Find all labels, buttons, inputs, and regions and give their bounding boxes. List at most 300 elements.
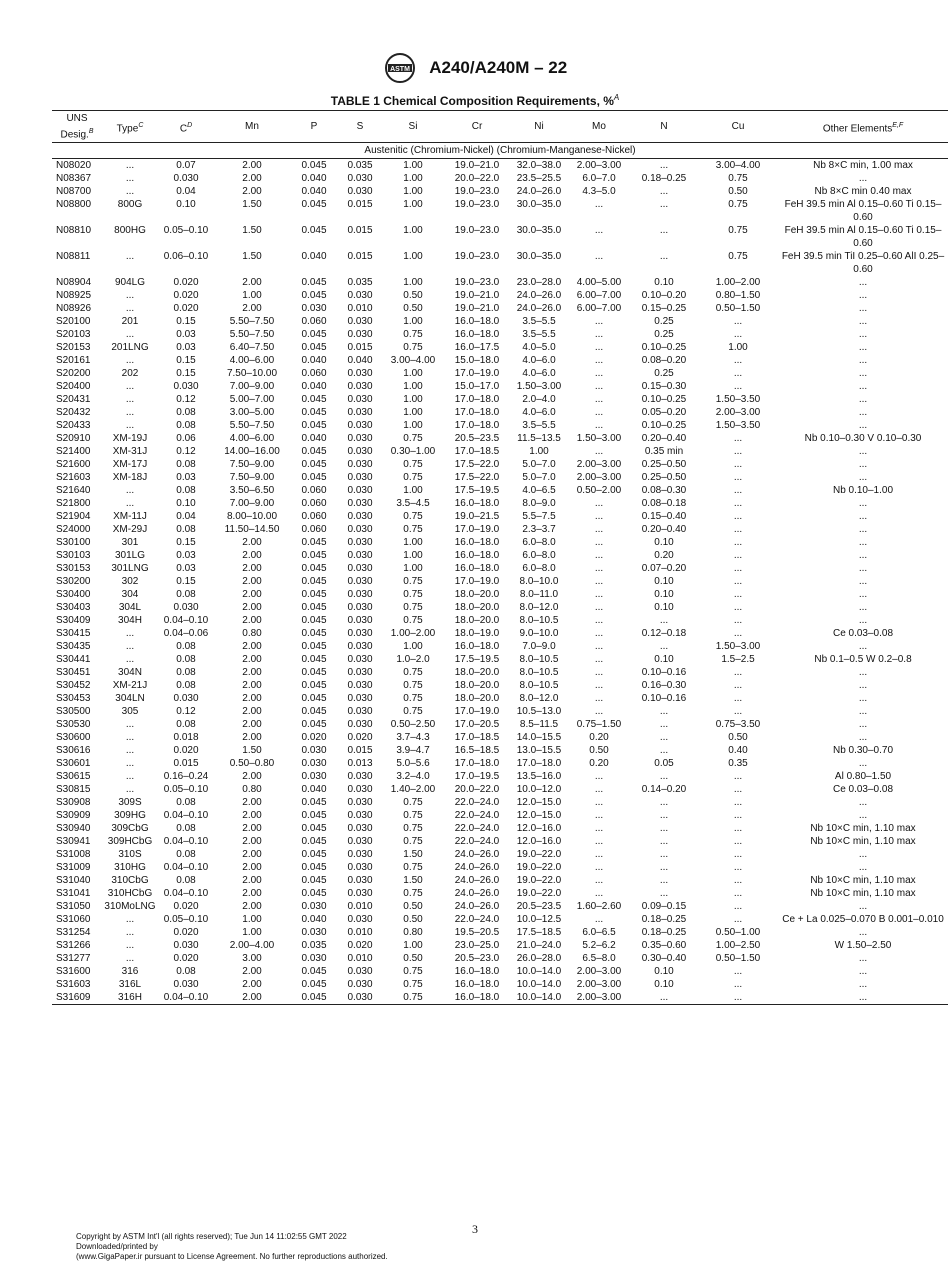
table-cell: 4.00–6.00 (229, 355, 275, 367)
table-cell: ... (733, 862, 743, 874)
table-cell: Al 0.80–1.50 (834, 771, 892, 783)
table-cell: 0.045 (301, 615, 327, 627)
table-cell: 8.0–10.0 (519, 576, 559, 588)
table-cell: 0.80 (403, 927, 423, 939)
table-cell: 30.0–35.0 (516, 199, 562, 211)
table-cell: 0.035 (347, 277, 373, 289)
table-cell: 10.0–12.5 (516, 914, 562, 926)
table-cell: ... (858, 329, 868, 341)
table-cell: 0.040 (301, 251, 327, 263)
table-cell: 16.5–18.5 (454, 745, 500, 757)
table-header-row (52, 111, 948, 143)
table-cell: 0.060 (301, 316, 327, 328)
table-cell: 0.030 (347, 472, 373, 484)
table-cell: ... (125, 160, 135, 172)
table-cell: S21800 (56, 498, 91, 510)
table-cell: 0.08 (176, 420, 196, 432)
table-cell: 2.00 (242, 680, 262, 692)
table-cell: 14.00–16.00 (224, 446, 280, 458)
table-cell: 17.0–19.0 (454, 368, 500, 380)
table-cell: 0.20–0.40 (641, 524, 687, 536)
table-cell: S30530 (56, 719, 91, 731)
table-cell: 0.030 (173, 602, 199, 614)
table-cell: XM-31J (112, 446, 148, 458)
table-cell: 2.00 (242, 901, 262, 913)
table-cell: 0.045 (301, 641, 327, 653)
table-cell: 6.0–7.0 (582, 173, 616, 185)
table-cell: 1.00 (403, 537, 423, 549)
table-cell: 310CbG (111, 875, 149, 887)
table-cell: ... (659, 745, 669, 757)
table-cell: N08904 (56, 277, 92, 289)
table-cell: 0.75 (403, 433, 423, 445)
table-cell: 3.5–5.5 (522, 420, 556, 432)
table-cell: 0.75 (403, 602, 423, 614)
table-cell: 0.50 (403, 914, 423, 926)
table-cell: ... (733, 875, 743, 887)
table-cell: 0.10 (654, 537, 674, 549)
table-cell: ... (733, 498, 743, 510)
table-cell: 1.00 (403, 550, 423, 562)
table-cell: 0.50–0.80 (229, 758, 275, 770)
table-cell: 0.35–0.60 (641, 940, 687, 952)
table-cell: ... (858, 173, 868, 185)
table-row (52, 575, 948, 588)
table-cell: 0.75 (382, 991, 444, 1005)
table-cell: ... (733, 537, 743, 549)
table-cell: ... (733, 914, 743, 926)
table-cell: 16.0–18.0 (454, 641, 500, 653)
table-cell: 0.045 (301, 589, 327, 601)
table-cell: 0.10 (176, 199, 196, 211)
table-cell: 0.15–0.25 (641, 303, 687, 315)
table-cell: S30451 (56, 667, 91, 679)
table-cell: 0.020 (173, 290, 199, 302)
table-cell: 16.0–18.0 (454, 979, 500, 991)
column-header: Type$^C$ (102, 111, 158, 143)
table-cell: 0.030 (301, 303, 327, 315)
table-cell: Nb 0.10–0.30 V 0.10–0.30 (804, 433, 922, 445)
table-cell: 0.08 (176, 797, 196, 809)
table-cell: 0.030 (347, 394, 373, 406)
table-cell: 0.045 (301, 875, 327, 887)
table-cell: 0.030 (347, 966, 373, 978)
table-cell: ... (858, 719, 868, 731)
table-cell: 0.75–3.50 (715, 719, 761, 731)
table-cell: 0.030 (301, 953, 327, 965)
table-cell: 0.040 (301, 381, 327, 393)
table-cell: 1.00 (403, 251, 423, 263)
table-cell: ... (733, 576, 743, 588)
table-cell: 1.00 (403, 160, 423, 172)
column-header: Mn (214, 111, 290, 143)
table-cell: 0.030 (347, 550, 373, 562)
table-cell: Nb 0.30–0.70 (832, 745, 894, 757)
table-row (52, 718, 948, 731)
table-cell: 0.030 (347, 784, 373, 796)
table-cell: ... (733, 836, 743, 848)
table-cell: 0.08 (176, 485, 196, 497)
table-row (52, 549, 948, 562)
table-cell: 0.045 (301, 628, 327, 640)
table-cell: ... (858, 446, 868, 458)
table-cell: 0.045 (301, 667, 327, 679)
table-cell: ... (733, 810, 743, 822)
table-cell: 5.0–7.0 (522, 459, 556, 471)
table-cell: 17.0–18.5 (454, 732, 500, 744)
table-cell: 2.00 (242, 810, 262, 822)
table-cell: ... (733, 680, 743, 692)
table-cell: 0.040 (301, 784, 327, 796)
table-cell: S31600 (56, 966, 91, 978)
table-cell: 18.0–20.0 (454, 667, 500, 679)
table-cell: ... (733, 888, 743, 900)
table-cell: 304H (118, 615, 142, 627)
table-cell: 1.00 (403, 277, 423, 289)
table-cell: ... (858, 589, 868, 601)
table-cell: ... (858, 368, 868, 380)
table-cell: ... (858, 966, 868, 978)
table-cell: S30601 (56, 758, 91, 770)
table-cell: ... (659, 849, 669, 861)
table-cell: ... (125, 355, 135, 367)
table-cell: 0.75 (728, 251, 748, 263)
table-cell: ... (659, 810, 669, 822)
table-cell: 1.00 (403, 394, 423, 406)
table-cell: 0.75 (403, 836, 423, 848)
table-cell: 0.75 (403, 329, 423, 341)
table-cell: 0.50–1.00 (715, 927, 761, 939)
table-cell: 0.020 (347, 940, 373, 952)
table-cell: 24.0–26.0 (516, 186, 562, 198)
table-row (52, 302, 948, 315)
table-cell: 23.5–25.5 (516, 173, 562, 185)
table-row (52, 289, 948, 302)
table-cell: ... (858, 680, 868, 692)
table-cell: ... (858, 459, 868, 471)
table-cell: ... (594, 706, 604, 718)
table-cell: 2.00 (242, 693, 262, 705)
table-cell: 8.5–11.5 (519, 719, 559, 731)
table-row (52, 250, 948, 276)
table-cell: 0.030 (347, 290, 373, 302)
table-cell: 2.00 (242, 550, 262, 562)
table-cell: 19.0–22.0 (516, 888, 562, 900)
table-cell: ... (125, 628, 135, 640)
table-cell: ... (125, 927, 135, 939)
table-cell: Nb 0.1–0.5 W 0.2–0.8 (814, 654, 912, 666)
table-cell: 0.04–0.10 (163, 862, 209, 874)
table-cell: 0.04 (176, 511, 196, 523)
table-cell: 1.00 (403, 173, 423, 185)
table-row (52, 796, 948, 809)
table-row (52, 783, 948, 796)
table-cell: 16.0–18.0 (444, 991, 510, 1005)
table-cell: 0.20 (589, 758, 609, 770)
table-cell: 26.0–28.0 (516, 953, 562, 965)
table-cell: 0.030 (173, 979, 199, 991)
table-cell: 2.00–3.00 (568, 991, 630, 1005)
table-cell: S20200 (56, 368, 91, 380)
table-cell: 20.0–22.0 (454, 784, 500, 796)
table-cell: 3.5–5.5 (522, 329, 556, 341)
table-cell: 17.0–18.0 (516, 758, 562, 770)
table-cell: S31277 (56, 953, 91, 965)
table-title: TABLE 1 Chemical Composition Requirements, %$^A$ (330, 93, 620, 108)
page-header (0, 52, 950, 84)
table-cell: 0.030 (347, 381, 373, 393)
table-cell: N08810 (56, 225, 92, 237)
table-cell: 0.10 (654, 602, 674, 614)
table-cell: 0.045 (301, 407, 327, 419)
table-cell: 0.75 (403, 680, 423, 692)
table-cell: ... (594, 368, 604, 380)
table-cell: 16.0–18.0 (454, 498, 500, 510)
table-cell: 0.08 (176, 680, 196, 692)
table-cell: 0.50–1.50 (715, 303, 761, 315)
table-cell: ... (858, 524, 868, 536)
table-cell: 4.0–6.0 (522, 407, 556, 419)
table-cell: 0.030 (347, 446, 373, 458)
table-cell: 10.5–13.0 (516, 706, 562, 718)
table-cell: 0.030 (347, 615, 373, 627)
table-row (52, 692, 948, 705)
table-cell: 0.045 (301, 550, 327, 562)
table-cell: 0.08 (176, 641, 196, 653)
table-cell: 0.75 (403, 693, 423, 705)
table-cell: ... (858, 576, 868, 588)
page-number: 3 (472, 1222, 478, 1236)
table-cell: 4.3–5.0 (582, 186, 616, 198)
table-cell: ... (594, 316, 604, 328)
table-cell: 0.08 (176, 966, 196, 978)
table-cell: 7.50–10.00 (226, 368, 278, 380)
table-row (52, 510, 948, 523)
table-cell: ... (659, 823, 669, 835)
table-cell: 24.0–26.0 (454, 875, 500, 887)
table-cell: 0.030 (301, 758, 327, 770)
table-cell: 316L (118, 979, 142, 991)
table-cell: 0.030 (347, 459, 373, 471)
copyright-notice (76, 1232, 388, 1262)
table-cell: S30615 (56, 771, 91, 783)
table-cell: 24.0–26.0 (516, 303, 562, 315)
table-cell: ... (858, 979, 868, 991)
table-cell: ... (733, 602, 743, 614)
table-cell: ... (659, 615, 669, 627)
table-cell: ... (125, 719, 135, 731)
table-cell: 0.020 (173, 953, 199, 965)
table-cell: ... (125, 745, 135, 757)
table-cell: ... (858, 641, 868, 653)
table-cell: 0.75 (403, 459, 423, 471)
table-cell: ... (594, 693, 604, 705)
table-cell: 800HG (114, 225, 146, 237)
table-cell: ... (594, 394, 604, 406)
table-cell: 0.16–0.24 (163, 771, 209, 783)
table-cell: 0.030 (347, 498, 373, 510)
table-cell: 3.2–4.0 (396, 771, 430, 783)
table-cell: ... (858, 394, 868, 406)
group-row (52, 143, 948, 159)
table-cell: 2.00 (242, 667, 262, 679)
table-cell: 0.045 (290, 991, 338, 1005)
table-cell: ... (594, 407, 604, 419)
astm-logo-icon (383, 52, 417, 84)
table-cell: ... (733, 615, 743, 627)
table-cell: 30.0–35.0 (516, 225, 562, 237)
table-cell: 0.045 (301, 225, 327, 237)
table-cell: S20431 (56, 394, 91, 406)
table-cell: 0.75 (403, 797, 423, 809)
table-cell: ... (594, 836, 604, 848)
table-cell: ... (594, 654, 604, 666)
table-cell: 3.00–5.00 (229, 407, 275, 419)
table-cell: 19.0–22.0 (516, 849, 562, 861)
table-cell: 0.05–0.10 (163, 784, 209, 796)
table-cell: 0.030 (347, 329, 373, 341)
table-cell: 8.0–10.5 (519, 680, 559, 692)
table-cell: 0.75 (728, 225, 748, 237)
table-cell: S24000 (56, 524, 91, 536)
table-row (52, 848, 948, 861)
table-cell: 14.0–15.5 (516, 732, 562, 744)
column-header: S (338, 111, 382, 143)
table-row (52, 744, 948, 757)
table-cell: 0.15 (176, 355, 196, 367)
table-cell: 0.10–0.25 (641, 420, 687, 432)
table-cell: ... (594, 329, 604, 341)
table-cell: 0.045 (301, 329, 327, 341)
table-cell: 1.00 (403, 316, 423, 328)
table-cell: ... (594, 563, 604, 575)
table-cell: 0.08 (176, 823, 196, 835)
table-cell: 0.14–0.20 (641, 784, 687, 796)
table-cell: 2.00 (242, 537, 262, 549)
table-cell: 0.10–0.25 (641, 394, 687, 406)
document-designation: A240/A240M – 22 (429, 58, 568, 77)
table-cell: XM-21J (112, 680, 148, 692)
table-cell: S31254 (56, 927, 91, 939)
table-cell: 0.030 (347, 849, 373, 861)
table-cell: 4.00–5.00 (576, 277, 622, 289)
table-cell: 18.0–20.0 (454, 589, 500, 601)
table-cell: 0.015 (173, 758, 199, 770)
table-cell: 2.00 (242, 732, 262, 744)
table-cell: S30940 (56, 823, 91, 835)
table-cell: 0.020 (173, 745, 199, 757)
table-cell: 18.0–19.0 (454, 628, 500, 640)
table-cell: 0.045 (301, 797, 327, 809)
table-row (52, 432, 948, 445)
table-row (52, 328, 948, 341)
table-cell: 10.0–14.0 (516, 966, 562, 978)
table-cell: N08020 (56, 160, 92, 172)
table-cell: ... (594, 615, 604, 627)
table-row (52, 523, 948, 536)
table-cell: S30500 (56, 706, 91, 718)
table-cell: S30453 (56, 693, 91, 705)
table-cell: ... (858, 511, 868, 523)
table-cell: 201LNG (111, 342, 149, 354)
table-cell: 0.045 (301, 160, 327, 172)
table-cell: 2.00 (242, 303, 262, 315)
table-cell: S21603 (56, 472, 91, 484)
table-cell: 0.04–0.10 (163, 888, 209, 900)
table-cell: S30415 (56, 628, 91, 640)
table-cell: 0.030 (347, 667, 373, 679)
table-cell: 2.00 (242, 979, 262, 991)
table-cell: N08700 (56, 186, 92, 198)
table-cell: 0.045 (301, 446, 327, 458)
table-cell: 4.00–6.00 (229, 433, 275, 445)
table-cell: S21400 (56, 446, 91, 458)
table-cell: ... (594, 914, 604, 926)
table-cell: 7.00–9.00 (229, 381, 275, 393)
table-cell: ... (733, 550, 743, 562)
table-cell: 7.0–9.0 (522, 641, 556, 653)
table-cell: S31266 (56, 940, 91, 952)
table-cell: 3.00–4.00 (715, 160, 761, 172)
table-cell: 18.0–20.0 (454, 693, 500, 705)
copyright-line: (www.GigaPaper.ir pursuant to License Agreement. No further reproductions authorized. (76, 1252, 388, 1261)
table-cell: ... (125, 420, 135, 432)
table-cell: 6.0–8.0 (522, 550, 556, 562)
table-cell: S31008 (56, 849, 91, 861)
table-cell: 1.00 (242, 290, 262, 302)
table-cell: FeH 39.5 min Al 0.15–0.60 Ti 0.15–0.60 (784, 199, 942, 224)
table-cell: 0.040 (347, 355, 373, 367)
table-cell: 13.5–16.0 (516, 771, 562, 783)
table-cell: 20.0–22.0 (454, 173, 500, 185)
table-cell: Nb 10×C min, 1.10 max (810, 836, 916, 848)
table-cell: ... (858, 472, 868, 484)
table-cell: 0.10 (654, 654, 674, 666)
table-cell: ... (125, 303, 135, 315)
table-cell: 0.50–1.50 (715, 953, 761, 965)
table-cell: 17.5–22.0 (454, 472, 500, 484)
table-cell: ... (594, 680, 604, 692)
table-cell: 0.12 (176, 394, 196, 406)
table-cell: 0.030 (347, 862, 373, 874)
table-cell: 17.0–19.0 (454, 706, 500, 718)
table-cell: S31041 (56, 888, 91, 900)
table-cell: 1.00 (403, 225, 423, 237)
table-cell: 304N (118, 667, 142, 679)
table-cell: 1.50–3.00 (516, 381, 562, 393)
table-cell: ... (733, 667, 743, 679)
table-cell: 1.00 (403, 407, 423, 419)
table-cell: 1.00 (403, 381, 423, 393)
table-cell: 0.75 (403, 966, 423, 978)
table-cell: ... (125, 771, 135, 783)
table-cell: 0.75 (403, 667, 423, 679)
table-cell: 2.00–4.00 (229, 940, 275, 952)
table-cell: 0.045 (301, 862, 327, 874)
table-cell: 0.035 (347, 160, 373, 172)
table-cell: 0.030 (347, 654, 373, 666)
table-cell: 2.00 (242, 875, 262, 887)
table-cell: 19.0–23.0 (454, 225, 500, 237)
table-cell: FeH 39.5 min Al 0.15–0.60 Ti 0.15–0.60 (784, 225, 942, 250)
table-cell: 18.0–20.0 (454, 680, 500, 692)
table-cell: 5.5–7.5 (522, 511, 556, 523)
table-cell: 17.0–19.0 (454, 576, 500, 588)
table-cell: 0.75 (403, 706, 423, 718)
table-cell: 2.00 (242, 277, 262, 289)
table-cell: 305 (121, 706, 139, 718)
table-cell: 201 (121, 316, 139, 328)
